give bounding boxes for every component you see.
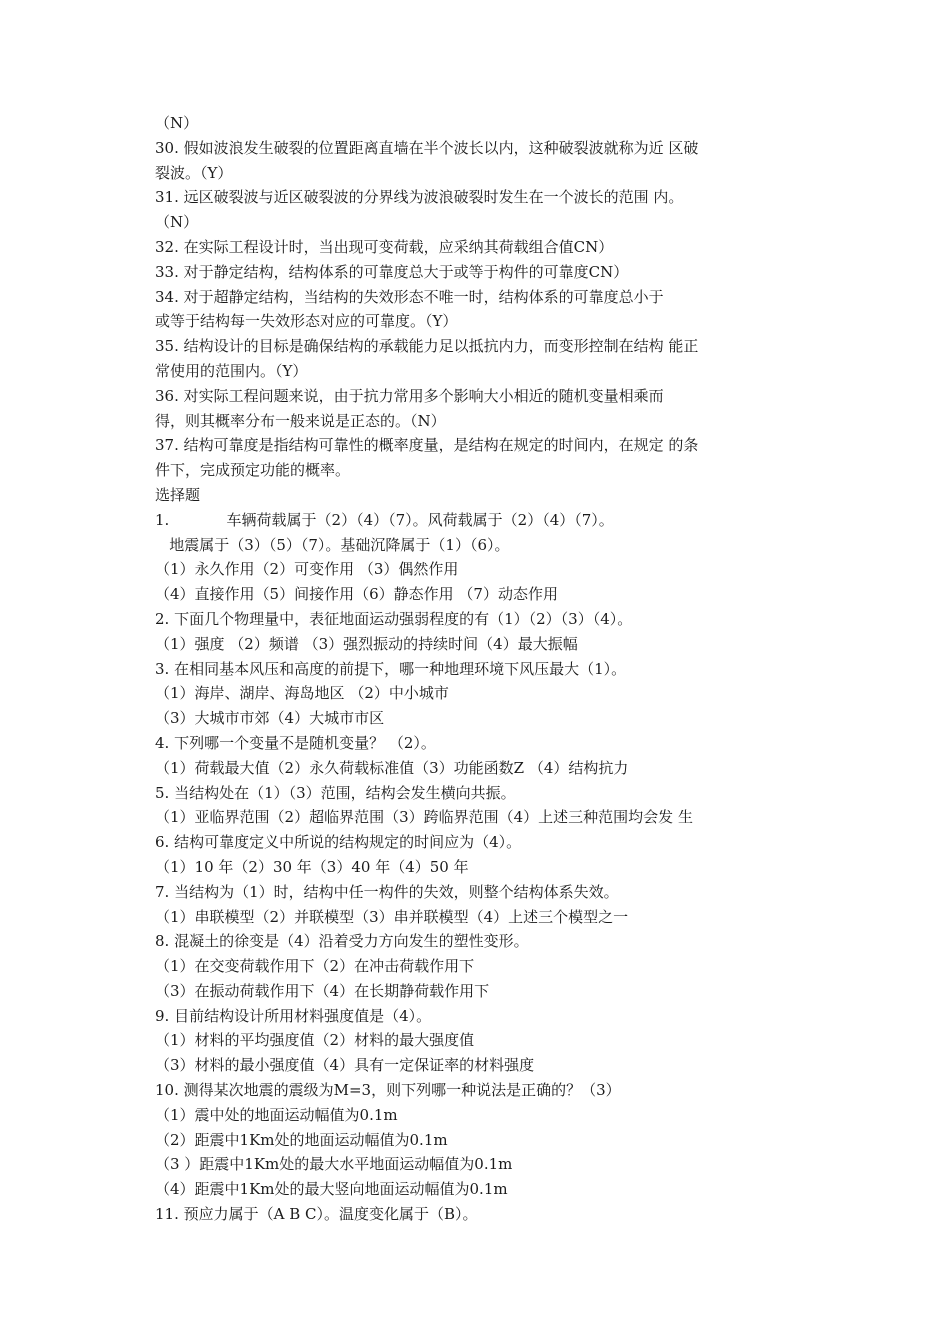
text-line: （3）材料的最小强度值（4）具有一定保证率的材料强度: [155, 1056, 535, 1075]
text-line: 裂波。（Y）: [155, 163, 233, 182]
text-line: 35. 结构设计的目标是确保结构的承载能力足以抵抗内力，而变形控制在结构 能正: [155, 337, 699, 356]
text-line: 30. 假如波浪发生破裂的位置距离直墙在半个波长以内，这种破裂波就称为近 区破: [155, 138, 699, 157]
text-line: （4）距震中1Km处的最大竖向地面运动幅值为0.1m: [155, 1180, 508, 1199]
text-line: （1）10 年（2）30 年（3）40 年（4）50 年: [155, 857, 469, 876]
text-line: 得，则其概率分布一般来说是正态的。（N）: [155, 411, 446, 430]
text-line: 件下，完成预定功能的概率。: [155, 461, 351, 480]
text-line: 31. 远区破裂波与近区破裂波的分界线为波浪破裂时发生在一个波长的范围 内。: [155, 188, 684, 207]
text-line: （1）永久作用（2）可变作用 （3）偶然作用: [155, 560, 459, 579]
text-line: （3）大城市市郊（4）大城市市区: [155, 709, 385, 728]
text-line: 9. 目前结构设计所用材料强度值是（4）。: [155, 1006, 432, 1025]
document-body: [155, 111, 815, 1227]
text-line: 37. 结构可靠度是指结构可靠性的概率度量，是结构在规定的时间内，在规定 的条: [155, 436, 699, 455]
text-line: （1）海岸、湖岸、海岛地区 （2）中小城市: [155, 684, 449, 703]
text-line: 10. 测得某次地震的震级为M=3，则下列哪一种说法是正确的？（3）: [155, 1081, 621, 1100]
text-line: 常使用的范围内。（Y）: [155, 361, 308, 380]
text-line: 6. 结构可靠度定义中所说的结构规定的时间应为（4）。: [155, 833, 522, 852]
text-line: （3 ）距震中1Km处的最大水平地面运动幅值为0.1m: [155, 1155, 513, 1174]
text-line: （2）距震中1Km处的地面运动幅值为0.1m: [155, 1130, 448, 1149]
text-line: 5. 当结构处在（1）（3）范围，结构会发生横向共振。: [155, 783, 516, 802]
text-line: 3. 在相同基本风压和高度的前提下，哪一种地理环境下风压最大（1）。: [155, 659, 627, 678]
text-line: 11. 预应力属于（A B C）。温度变化属于（B）。: [155, 1205, 478, 1224]
text-line: （1）材料的平均强度值（2）材料的最大强度值: [155, 1031, 475, 1050]
text-line: 地震属于（3）（5）（7）。基础沉降属于（1）（6）。: [155, 535, 510, 554]
text-line: 8. 混凝土的徐变是（4）沿着受力方向发生的塑性变形。: [155, 932, 529, 951]
text-line: 7. 当结构为（1）时，结构中任一构件的失效，则整个结构体系失效。: [155, 882, 619, 901]
text-line: 1. 车辆荷载属于（2）（4）（7）。风荷载属于（2）（4）（7）。: [155, 510, 614, 529]
text-line: 32. 在实际工程设计时，当出现可变荷载，应采纳其荷载组合值CN）: [155, 237, 614, 256]
text-line: 选择题: [155, 485, 201, 504]
text-line: （1）荷载最大值（2）永久荷载标准值（3）功能函数Z （4）结构抗力: [155, 758, 629, 777]
text-line: （1）在交变荷载作用下（2）在冲击荷载作用下: [155, 957, 475, 976]
text-line: （4）直接作用（5）间接作用（6）静态作用 （7）动态作用: [155, 585, 558, 604]
text-line: 2. 下面几个物理量中，表征地面运动强弱程度的有（1）（2）（3）（4）。: [155, 609, 633, 628]
text-line: （N）: [155, 114, 199, 132]
text-line: 或等于结构每一失效形态对应的可靠度。（Y）: [155, 312, 458, 331]
text-line: 34. 对于超静定结构，当结构的失效形态不唯一时，结构体系的可靠度总小于: [155, 287, 664, 306]
text-line: 36. 对实际工程问题来说，由于抗力常用多个影响大小相近的随机变量相乘而: [155, 386, 664, 405]
text-line: （1）震中处的地面运动幅值为0.1m: [155, 1105, 398, 1124]
text-line: （3）在振动荷载作用下（4）在长期静荷载作用下: [155, 981, 490, 1000]
text-line: （1）强度 （2）频谱 （3）强烈振动的持续时间（4）最大振幅: [155, 634, 578, 653]
text-line: 33. 对于静定结构，结构体系的可靠度总大于或等于构件的可靠度CN）: [155, 262, 629, 281]
text-line: （N）: [155, 213, 199, 232]
text-line: 4. 下列哪一个变量不是随机变量？ （2）。: [155, 733, 436, 752]
text-line: （1）串联模型（2）并联模型（3）串并联模型（4）上述三个模型之一: [155, 907, 629, 926]
text-line: （1）亚临界范围（2）超临界范围（3）跨临界范围（4）上述三种范围均会发 生: [155, 808, 693, 827]
